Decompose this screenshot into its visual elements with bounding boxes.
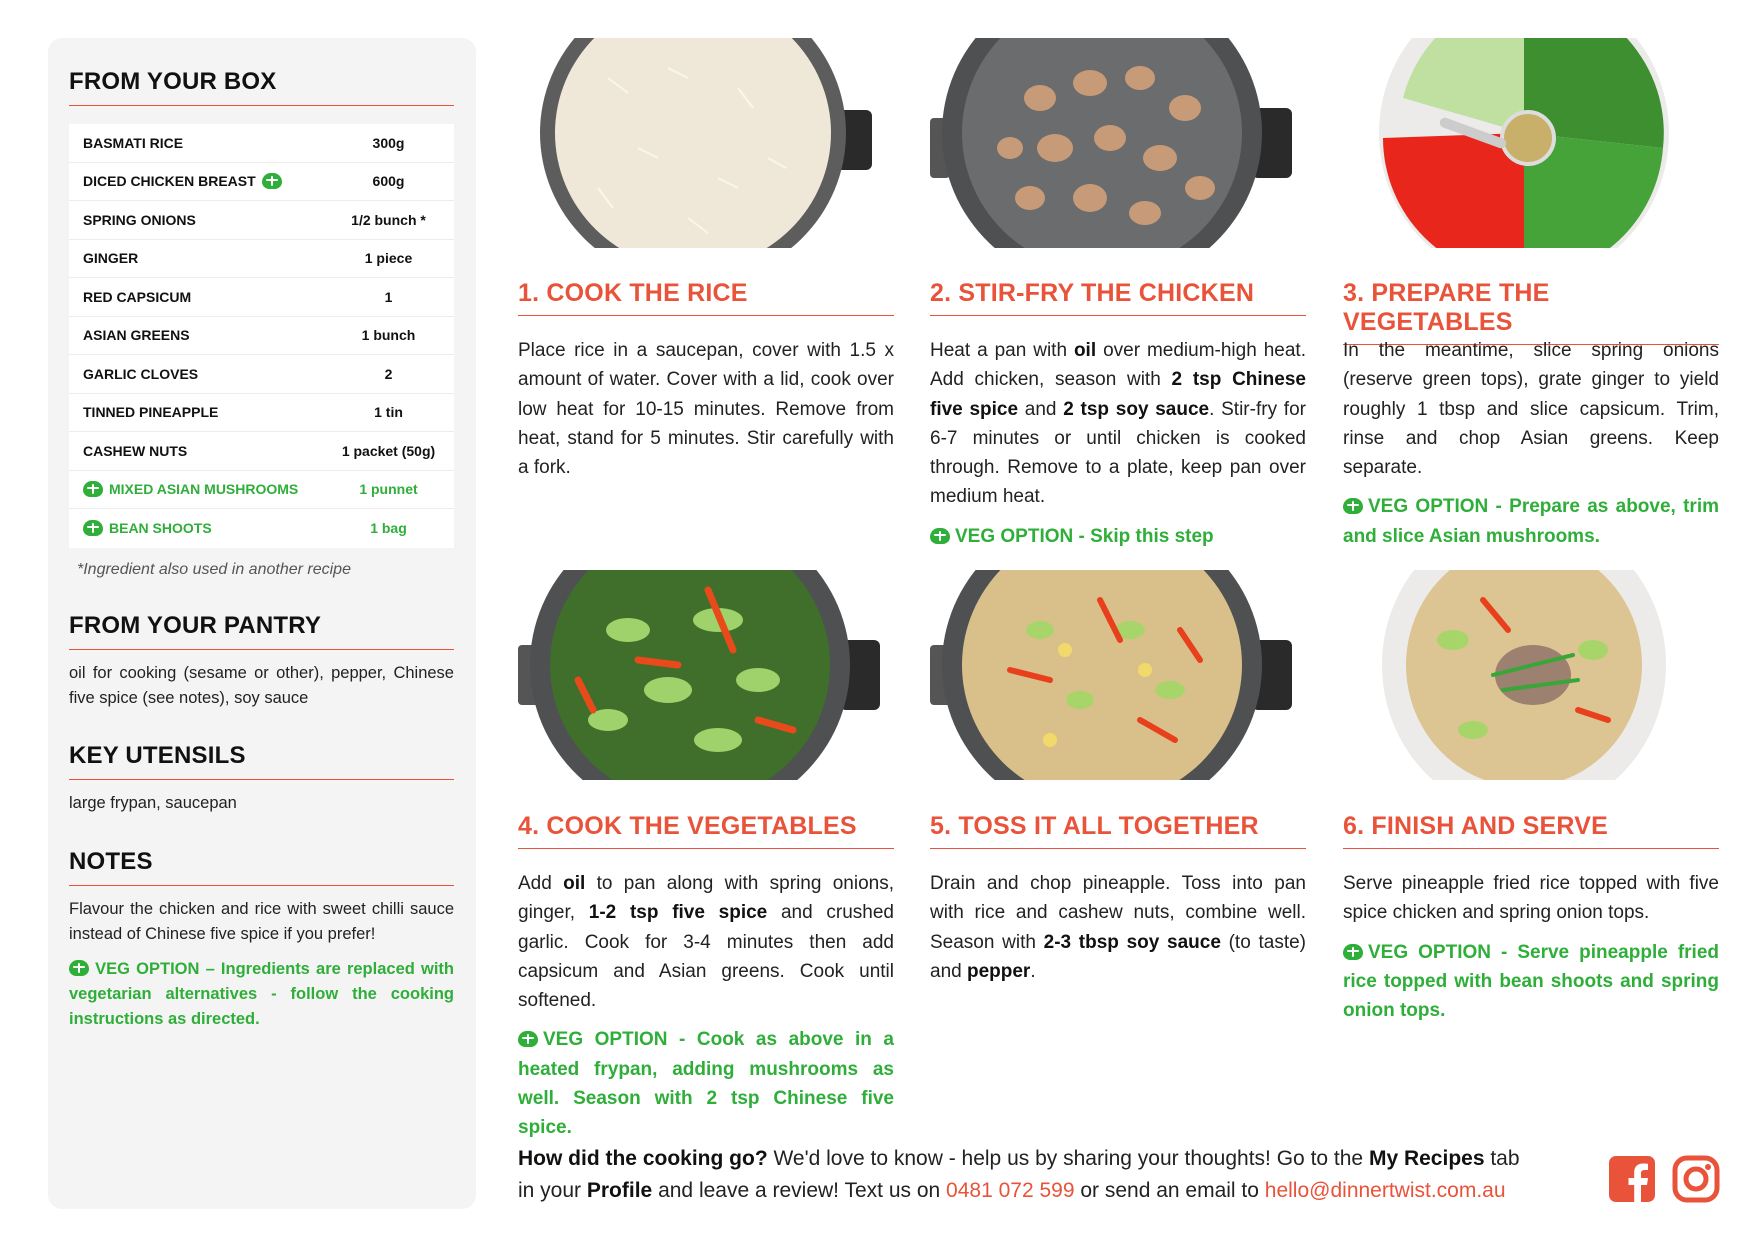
step-4-photo <box>518 570 880 780</box>
veg-leaf-icon <box>69 960 89 976</box>
emphasis-text: How did the cooking go? <box>518 1147 768 1170</box>
phone-link[interactable]: 0481 072 599 <box>946 1178 1075 1202</box>
from-your-box-heading: FROM YOUR BOX <box>69 68 454 106</box>
instruction-text: over medium-high heat. Add chicken, season with <box>930 340 1306 391</box>
facebook-icon[interactable] <box>1608 1155 1656 1203</box>
veg-option <box>1343 938 1719 1026</box>
ingredient-row <box>69 471 454 510</box>
veg-option <box>930 522 1306 551</box>
emphasis-text: oil <box>1073 340 1097 361</box>
emphasis-text: 2 tsp soy sauce <box>1063 398 1210 420</box>
ingredient-row <box>69 355 454 394</box>
step-3-title: 3. PREPARE THE VEGETABLES <box>1343 279 1719 345</box>
step-1-photo <box>518 38 880 248</box>
step-5-title: 5. TOSS IT ALL TOGETHER <box>930 812 1306 849</box>
instruction-text: (to taste) and <box>930 931 1306 982</box>
ingredient-name <box>83 135 333 151</box>
ingredient-row <box>69 394 454 433</box>
ingredient-name-text: SPRING ONIONS <box>83 211 196 228</box>
ingredient-quantity: 1 punnet <box>359 481 418 498</box>
feedback-message <box>518 1143 1538 1206</box>
ingredient-name <box>83 366 333 382</box>
ingredient-name <box>83 327 333 343</box>
emphasis-text: My Recipes <box>1368 1147 1485 1170</box>
notes-veg-option <box>69 957 454 1032</box>
ingredient-row <box>69 317 454 356</box>
email-link[interactable]: hello@dinnertwist.com.au <box>1264 1178 1506 1202</box>
step-4-title: 4. COOK THE VEGETABLES <box>518 812 894 849</box>
veg-leaf-icon <box>262 173 282 189</box>
emphasis-text: pepper <box>966 960 1031 982</box>
ingredient-name <box>83 443 333 459</box>
veg-option-text: VEG OPTION - Cook as above in a heated frypan, adding mushrooms as well. Season with 2 tsp Chinese five spice. <box>518 1029 894 1139</box>
step-6-title: 6. FINISH AND SERVE <box>1343 812 1719 849</box>
ingredient-name <box>83 520 333 536</box>
step-2-body <box>930 336 1306 551</box>
emphasis-text: oil <box>563 873 586 894</box>
instruction-text: . <box>1030 960 1036 982</box>
ingredient-quantity: 1 tin <box>374 404 403 421</box>
veg-leaf-icon <box>518 1031 538 1047</box>
pantry-text: oil for cooking (sesame or other), pepper, Chinese five spice (see notes), soy sauce <box>69 663 454 707</box>
step-6-photo <box>1343 570 1705 780</box>
instruction-text: Serve pineapple fried rice topped with five spice chicken and spring onion tops. <box>1343 873 1719 924</box>
instruction-text: to pan along with spring onions, ginger, <box>518 873 894 924</box>
step-1-title: 1. COOK THE RICE <box>518 279 894 316</box>
ingredient-name-text: BASMATI RICE <box>83 134 184 151</box>
ingredient-footnote: *Ingredient also used in another recipe <box>77 560 351 578</box>
veg-option <box>518 1025 894 1142</box>
emphasis-text: 2-3 tbsp soy sauce <box>1043 931 1221 953</box>
step-instructions <box>1343 869 1719 928</box>
ingredient-name <box>83 289 333 305</box>
feedback-text: and leave a review! Text us on <box>652 1178 947 1202</box>
ingredient-row <box>69 240 454 279</box>
step-instructions <box>1343 336 1719 482</box>
step-4-body <box>518 869 894 1143</box>
ingredient-name-text: CASHEW NUTS <box>83 442 188 459</box>
instruction-text: Drain and chop pineapple. Toss into pan with rice and cashew nuts, combine well. Season with <box>930 873 1306 953</box>
emphasis-text: 2 tsp Chinese five spice <box>930 369 1306 420</box>
key-utensils-heading: KEY UTENSILS <box>69 742 454 780</box>
utensils-text: large frypan, saucepan <box>69 793 237 812</box>
ingredient-quantity: 1/2 bunch * <box>351 211 426 228</box>
step-instructions <box>518 336 894 482</box>
ingredient-quantity: 600g <box>372 173 405 190</box>
emphasis-text: 1-2 tsp five spice <box>588 902 768 924</box>
feedback-text: We'd love to know - help us by sharing your thoughts! Go to the <box>767 1147 1369 1170</box>
emphasis-text: Profile <box>586 1178 653 1202</box>
step-1-body <box>518 336 894 482</box>
ingredient-name-text: DICED CHICKEN BREAST <box>83 173 256 190</box>
instruction-text: and <box>1018 398 1064 420</box>
ingredient-row <box>69 509 454 548</box>
ingredient-row <box>69 163 454 202</box>
ingredient-quantity: 1 piece <box>364 250 413 267</box>
ingredient-name-text: GARLIC CLOVES <box>83 365 199 382</box>
ingredient-name <box>83 481 333 497</box>
ingredient-name-text: GINGER <box>83 250 139 267</box>
veg-leaf-icon <box>930 528 950 544</box>
ingredient-quantity: 1 <box>384 288 393 305</box>
from-your-pantry-heading: FROM YOUR PANTRY <box>69 612 454 650</box>
ingredient-quantity: 2 <box>384 365 393 382</box>
instruction-text: . Stir-fry for 6-7 minutes or until chicken is cooked through. Remove to a plate, keep pan over medium heat. <box>930 398 1306 508</box>
ingredient-quantity: 1 bunch <box>361 327 416 344</box>
notes-text: Flavour the chicken and rice with sweet chilli sauce instead of Chinese five spice if you prefer! <box>69 899 454 943</box>
ingredient-quantity: 1 bag <box>370 520 407 537</box>
notes-section <box>69 848 454 1032</box>
ingredient-name <box>83 250 333 266</box>
ingredient-quantity: 300g <box>372 134 405 151</box>
ingredient-name-text: ASIAN GREENS <box>83 327 190 344</box>
notes-veg-text: VEG OPTION – Ingredients are replaced with vegetarian alternatives - follow the cooking instructions as directed. <box>69 959 454 1028</box>
veg-leaf-icon <box>83 520 103 536</box>
ingredient-name <box>83 404 333 420</box>
veg-leaf-icon <box>1343 944 1363 960</box>
step-5-photo <box>930 570 1292 780</box>
instagram-icon[interactable] <box>1672 1155 1720 1203</box>
pantry-section <box>69 612 454 711</box>
ingredient-row <box>69 278 454 317</box>
step-instructions <box>518 869 894 1015</box>
ingredient-name-text: RED CAPSICUM <box>83 288 192 305</box>
ingredient-name <box>83 173 333 189</box>
ingredient-name-text: MIXED ASIAN MUSHROOMS <box>109 481 299 498</box>
instruction-text: Heat a pan with <box>930 340 1074 361</box>
ingredient-quantity: 1 packet (50g) <box>341 442 436 459</box>
step-6-body <box>1343 869 1719 1025</box>
veg-option <box>1343 492 1719 551</box>
step-instructions <box>930 869 1306 986</box>
step-2-title: 2. STIR-FRY THE CHICKEN <box>930 279 1306 316</box>
ingredient-name-text: TINNED PINEAPPLE <box>83 404 219 421</box>
step-3-body <box>1343 336 1719 551</box>
step-3-photo <box>1343 38 1705 248</box>
feedback-text: or send an email to <box>1074 1178 1265 1202</box>
ingredient-name-text: BEAN SHOOTS <box>109 520 212 537</box>
notes-heading: NOTES <box>69 848 454 886</box>
feedback-text: tab in your <box>518 1147 1520 1202</box>
step-2-photo <box>930 38 1292 248</box>
ingredients-panel <box>48 38 476 1209</box>
ingredient-row <box>69 432 454 471</box>
veg-option-text: VEG OPTION - Serve pineapple fried rice topped with bean shoots and spring onion tops. <box>1343 941 1719 1022</box>
ingredient-row <box>69 124 454 163</box>
veg-option-text: VEG OPTION - Prepare as above, trim and slice Asian mushrooms. <box>1343 496 1719 547</box>
veg-leaf-icon <box>1343 498 1363 514</box>
instruction-text: and crushed garlic. Cook for 3-4 minutes then add capsicum and Asian greens. Cook until softened. <box>518 902 894 1012</box>
step-5-body <box>930 869 1306 986</box>
utensils-section <box>69 742 454 816</box>
step-instructions <box>930 336 1306 512</box>
instruction-text: Add <box>518 873 564 894</box>
ingredient-name <box>83 212 333 228</box>
instruction-text: Place rice in a saucepan, cover with 1.5 x amount of water. Cover with a lid, cook over low heat for 10-15 minutes. Remove from heat, stand for 5 minutes. Stir carefully with a fork. <box>518 340 894 479</box>
instruction-text: In the meantime, slice spring onions (reserve green tops), grate ginger to yield roughly 1 tbsp and slice capsicum. Trim, rinse and chop Asian greens. Keep separate. <box>1343 340 1719 479</box>
veg-leaf-icon <box>83 481 103 497</box>
ingredient-row <box>69 201 454 240</box>
ingredient-table <box>69 124 454 548</box>
veg-option-text: VEG OPTION - Skip this step <box>955 525 1214 547</box>
